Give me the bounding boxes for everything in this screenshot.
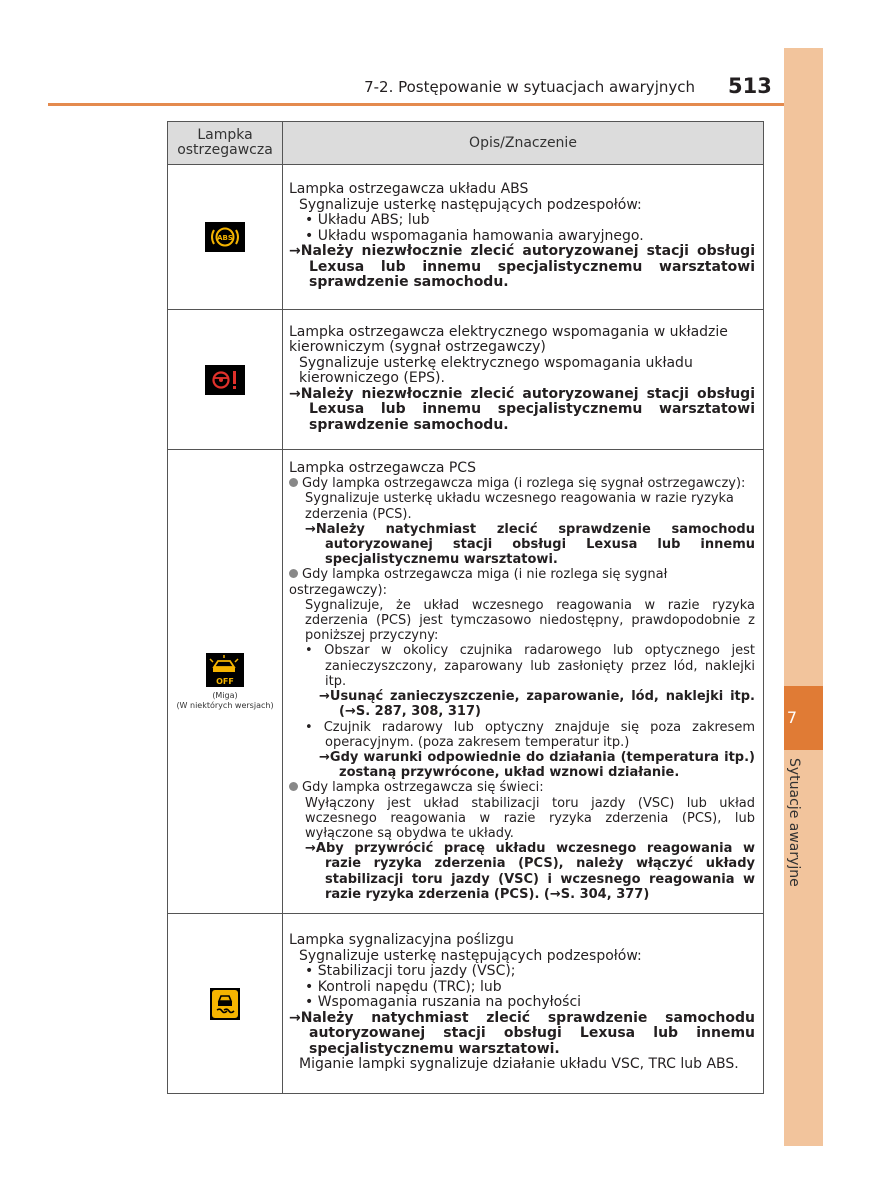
list-item: • Czujnik radarowy lub optyczny znajduje się poza zakresem operacyjnym. (poza zakresem temperatur itp.) xyxy=(305,719,755,750)
entry-intro: Sygnalizuje usterkę następujących podzespołów: xyxy=(299,947,642,964)
entry-action: →Należy niezwłocznie zlecić autoryzowanej stacji obsługi Lexusa lub innemu specjalistycznemu warsztatowi sprawdzenie samochodu. xyxy=(289,385,755,433)
header-rule xyxy=(48,103,784,106)
icon-caption-versions: (W niektórych wersjach) xyxy=(176,700,274,710)
icon-cell xyxy=(168,914,283,1094)
bullet-icon xyxy=(289,569,298,578)
eps-warning-icon xyxy=(205,365,245,395)
entry-title: Lampka ostrzegawcza PCS xyxy=(289,460,476,477)
table-row xyxy=(168,310,764,450)
description-cell xyxy=(283,914,764,1094)
case-text: Sygnalizuje usterkę układu wczesnego reagowania w razie ryzyka zderzenia (PCS). xyxy=(305,491,734,522)
entry-action: →Należy niezwłocznie zlecić autoryzowanej stacji obsługi Lexusa lub innemu specjalistycznemu warsztatowi sprawdzenie samochodu. xyxy=(289,243,755,291)
list-item: • Wspomagania ruszania na pochyłości xyxy=(305,994,582,1011)
case-action: →Aby przywrócić pracę układu wczesnego reagowania w razie ryzyka zderzenia (PCS), należy włączyć układy stabilizacji toru jazdy (VSC) i wczesnego reagowania w razie ryzyka zderzenia (PCS). (→S. 304, 377) xyxy=(305,841,755,902)
col-header-description: Opis/Znaczenie xyxy=(283,122,764,165)
col-header-lamp: Lampka ostrzegawcza xyxy=(168,122,283,165)
case-action: →Należy natychmiast zlecić sprawdzenie samochodu autoryzowanej stacji obsługi Lexusa lub innemu specjalistycznemu warsztatowi. xyxy=(305,521,755,568)
entry-title: Lampka sygnalizacyjna poślizgu xyxy=(289,932,514,949)
chapter-number: 7 xyxy=(786,708,798,727)
entry-intro: Sygnalizuje usterkę elektrycznego wspomagania układu kierowniczego (EPS). xyxy=(299,354,693,387)
description-cell xyxy=(283,310,764,450)
case-text: Sygnalizuje, że układ wczesnego reagowania w razie ryzyka zderzenia (PCS) jest tymczasowo niedostępny, prawdopodobnie z poniższej przyczyny: xyxy=(305,597,755,644)
entry-title: Lampka ostrzegawcza elektrycznego wspomagania w układzie kierowniczym (sygnał ostrzegawczy) xyxy=(289,323,728,356)
table-row xyxy=(168,450,764,914)
list-item: • Kontroli napędu (TRC); lub xyxy=(305,978,502,995)
case-heading: Gdy lampka ostrzegawcza się świeci: xyxy=(289,780,755,795)
list-item: • Stabilizacji toru jazdy (VSC); xyxy=(305,963,516,980)
entry-title: Lampka ostrzegawcza układu ABS xyxy=(289,181,529,198)
case-action: →Usunąć zanieczyszczenie, zaparowanie, lód, naklejki itp. (→S. 287, 308, 317) xyxy=(319,689,755,720)
svg-text:ABS: ABS xyxy=(217,234,233,242)
slip-indicator-icon xyxy=(210,988,240,1020)
icon-cell xyxy=(168,310,283,450)
section-title: 7-2. Postępowanie w sytuacjach awaryjnych xyxy=(364,78,695,96)
icon-cell xyxy=(168,450,283,914)
list-item: • Układu ABS; lub xyxy=(305,212,430,229)
entry-intro: Sygnalizuje usterkę następujących podzespołów: xyxy=(299,196,642,213)
icon-caption-blinking: (Miga) xyxy=(212,690,238,700)
list-item: • Obszar w okolicy czujnika radarowego lub optycznego jest zanieczyszczony, zaparowany lub zasłonięty przez lód, naklejki itp. xyxy=(305,643,755,689)
pcs-warning-icon xyxy=(206,653,244,687)
chapter-side-tab xyxy=(784,48,823,1146)
warning-lights-table xyxy=(167,121,764,1094)
bullet-icon xyxy=(289,782,298,791)
description-cell xyxy=(283,450,764,914)
page-number: 513 xyxy=(728,74,772,98)
table-header-row xyxy=(168,122,764,165)
table-row xyxy=(168,165,764,310)
case-heading: Gdy lampka ostrzegawcza miga (i rozlega się sygnał ostrzegawczy): xyxy=(289,476,755,491)
case-heading: Gdy lampka ostrzegawcza miga (i nie rozlega się sygnał ostrzegawczy): xyxy=(289,567,668,598)
case-text: Wyłączony jest układ stabilizacji toru jazdy (VSC) lub układ wczesnego reagowania w razie ryzyka zderzenia (PCS), lub wyłączone są obydwa te układy. xyxy=(305,795,755,841)
entry-note: Miganie lampki sygnalizuje działanie układu VSC, TRC lub ABS. xyxy=(299,1056,739,1073)
icon-cell xyxy=(168,165,283,310)
table-row xyxy=(168,914,764,1094)
abs-warning-icon xyxy=(205,222,245,252)
bullet-icon xyxy=(289,478,298,487)
case-action: →Gdy warunki odpowiednie do działania (temperatura itp.) zostaną przywrócone, układ wznowi działanie. xyxy=(319,749,755,781)
pcs-off-label: OFF xyxy=(216,676,234,686)
entry-action: →Należy natychmiast zlecić sprawdzenie samochodu autoryzowanej stacji obsługi Lexusa lub innemu specjalistycznemu warsztatowi. xyxy=(289,1009,755,1057)
description-cell xyxy=(283,165,764,310)
chapter-title: Sytuacje awaryjne xyxy=(786,758,802,887)
list-item: • Układu wspomagania hamowania awaryjnego. xyxy=(305,227,644,244)
